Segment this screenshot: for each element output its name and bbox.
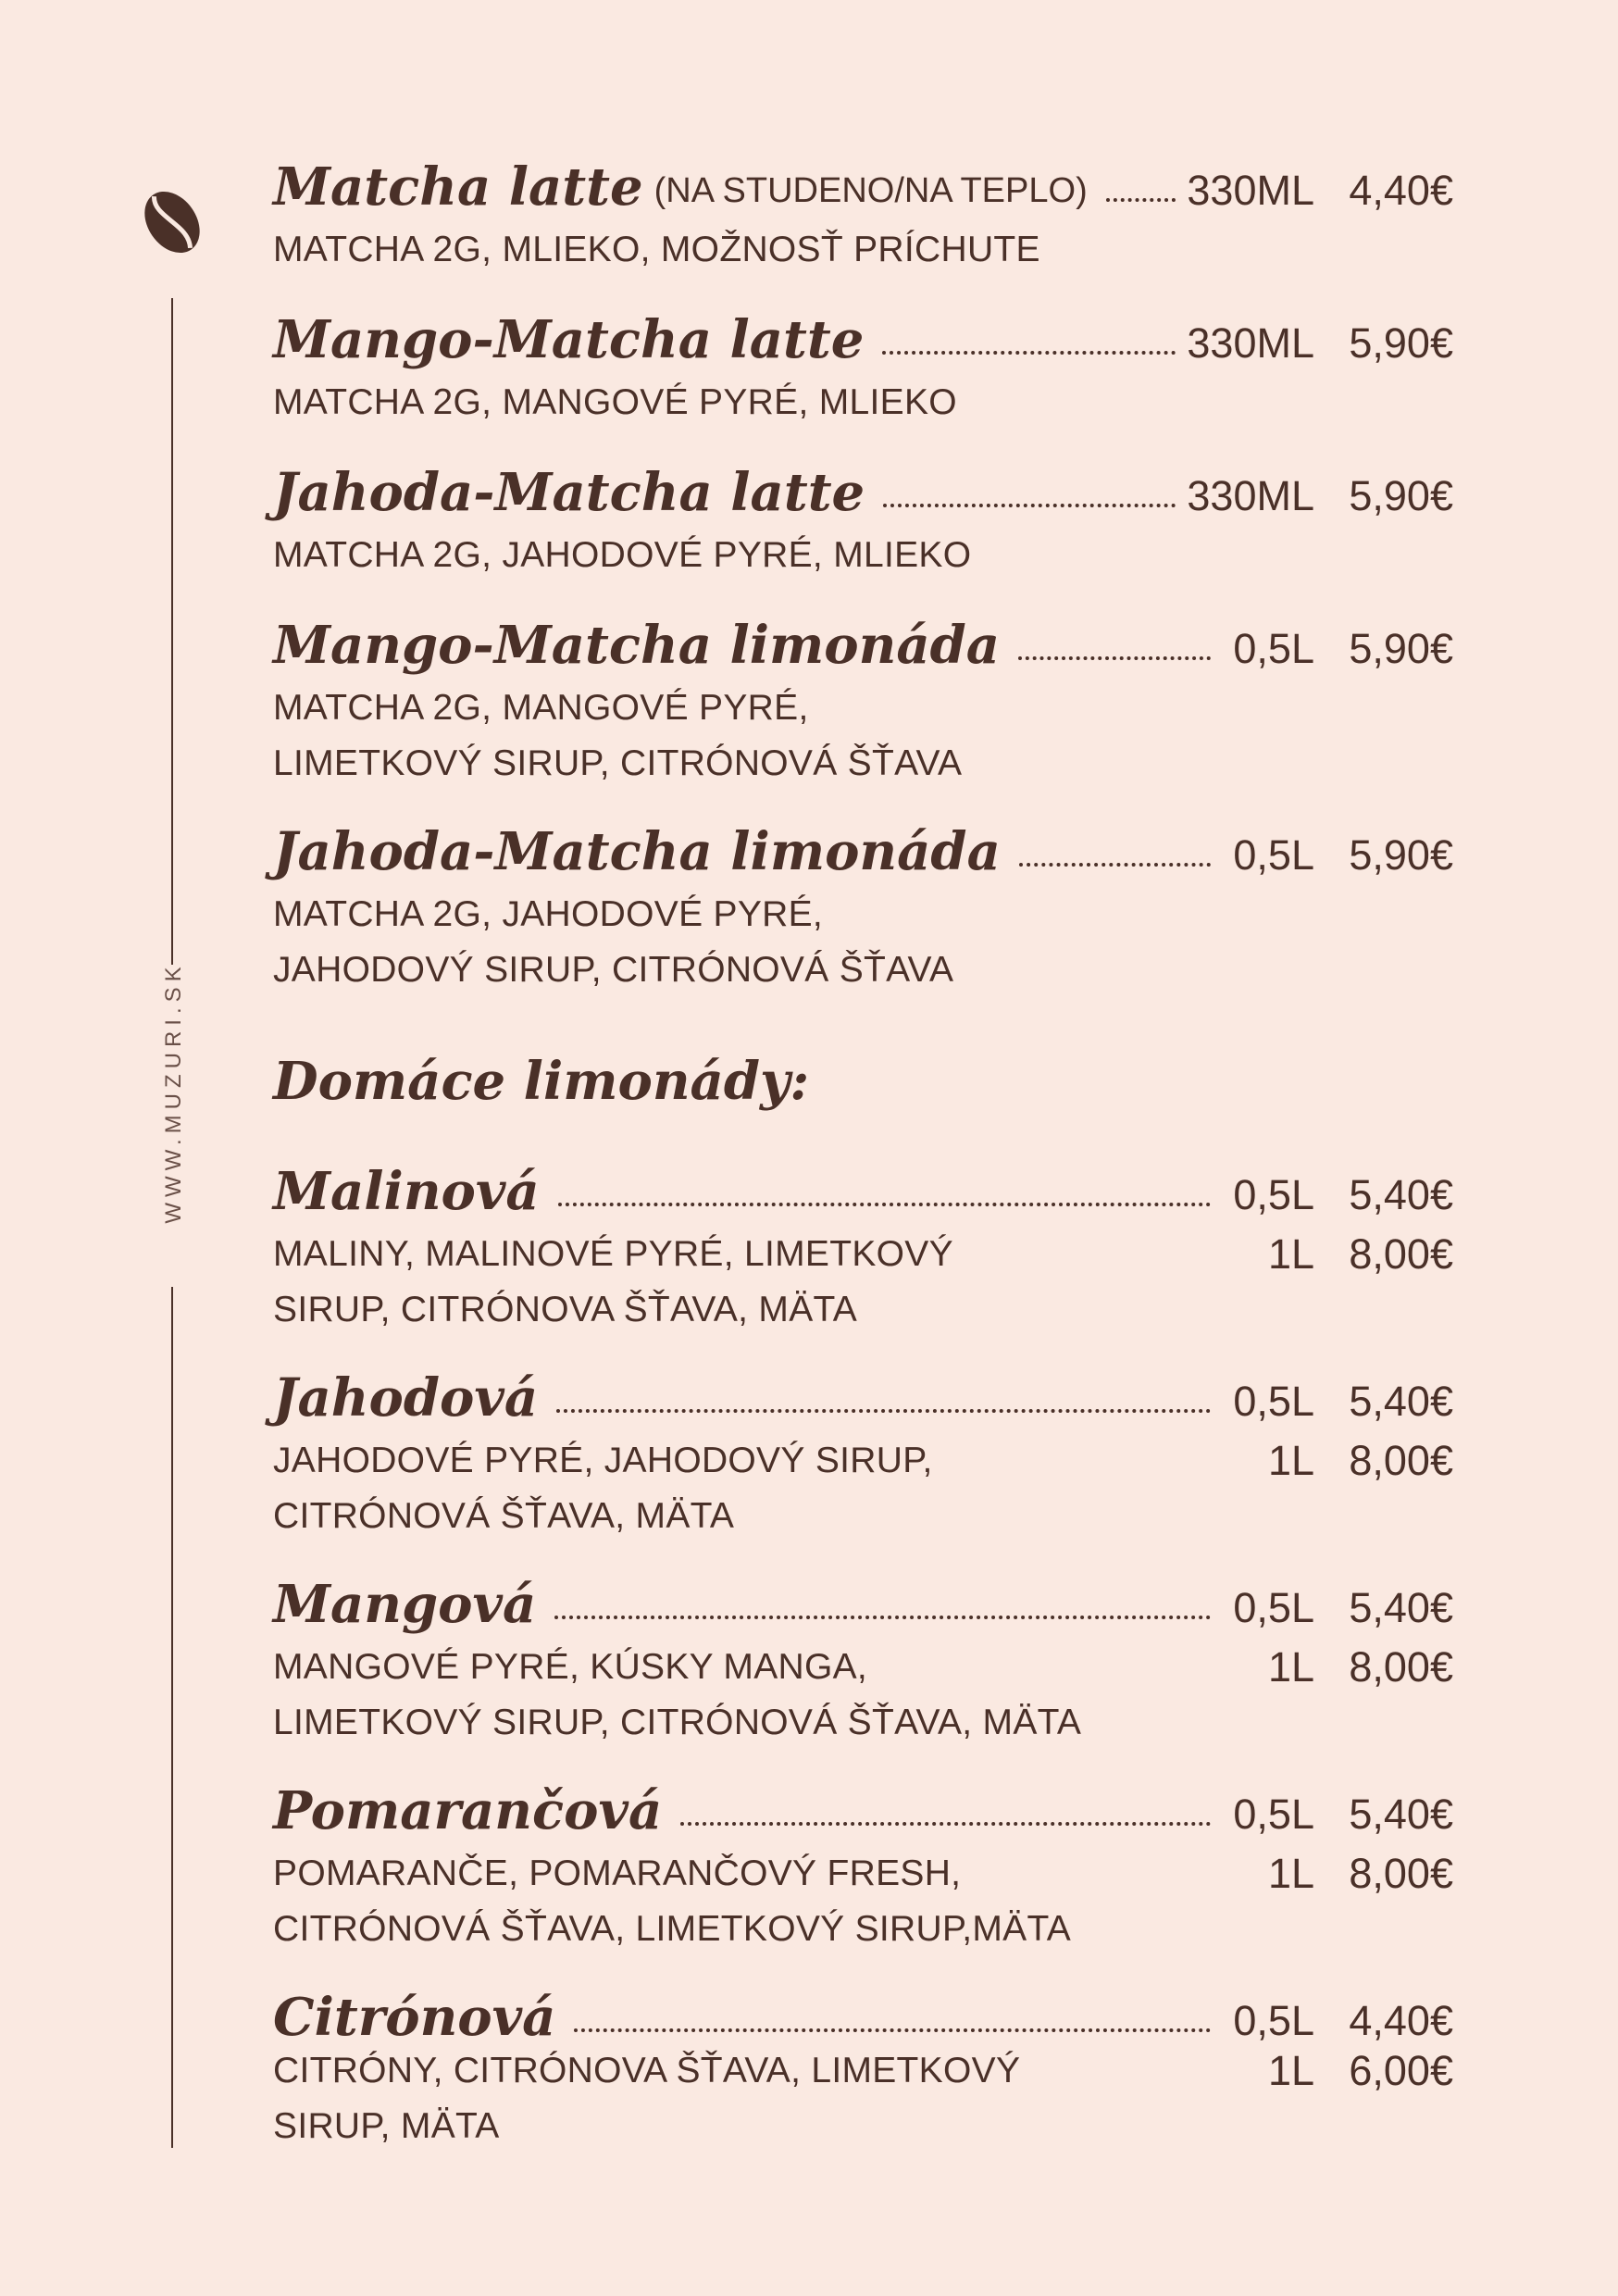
item-note: (NA STUDENO/NA TEPLO)	[653, 171, 1088, 211]
item-name: Citrónová	[273, 1987, 556, 2048]
item-description: MALINY, MALINOVÉ PYRÉ, LIMETKOVÝ	[273, 1234, 953, 1274]
item-price: 5,40€	[1349, 1790, 1453, 1838]
menu-item-citronova	[273, 1969, 1453, 2154]
item-price-large: 8,00€	[1349, 1643, 1453, 1691]
menu-item-jahoda-matcha-limonada	[273, 804, 1453, 998]
leader-dots	[680, 1822, 1211, 1826]
item-price-large: 6,00€	[1349, 2047, 1453, 2094]
menu-item-malinova	[273, 1143, 1453, 1338]
coffee-bean-icon	[139, 185, 205, 259]
item-name: Pomarančová	[273, 1780, 663, 1841]
leader-dots	[558, 1203, 1211, 1206]
item-price: 4,40€	[1349, 1996, 1453, 2044]
item-volume: 0,5L	[1233, 830, 1314, 879]
item-description: SIRUP, MÄTA	[273, 2106, 500, 2146]
item-price: 5,40€	[1349, 1583, 1453, 1631]
menu-item-jahoda-matcha-latte	[273, 444, 1453, 583]
item-description: JAHODOVÝ SIRUP, CITRÓNOVÁ ŠŤAVA	[273, 950, 954, 990]
item-volume-large: 1L	[1267, 2047, 1314, 2094]
leader-dots	[1019, 863, 1211, 867]
item-price: 5,40€	[1349, 1377, 1453, 1425]
item-price: 5,40€	[1349, 1170, 1453, 1218]
item-volume: 0,5L	[1233, 1377, 1314, 1425]
item-description: MATCHA 2G, JAHODOVÉ PYRÉ,	[273, 894, 824, 934]
sidebar-divider-bottom	[171, 1287, 173, 2148]
item-price-large: 8,00€	[1349, 1230, 1453, 1278]
item-description: LIMETKOVÝ SIRUP, CITRÓNOVÁ ŠŤAVA, MÄTA	[273, 1703, 1082, 1742]
item-price: 5,90€	[1349, 624, 1453, 672]
item-price: 4,40€	[1349, 166, 1453, 214]
item-name: Jahodová	[273, 1367, 539, 1429]
item-description: LIMETKOVÝ SIRUP, CITRÓNOVÁ ŠŤAVA	[273, 743, 963, 783]
item-description: MATCHA 2G, MLIEKO, MOŽNOSŤ PRÍCHUTE	[273, 230, 1040, 269]
item-description: MANGOVÉ PYRÉ, KÚSKY MANGA,	[273, 1647, 868, 1687]
item-volume: 330ML	[1187, 471, 1314, 519]
item-description: SIRUP, CITRÓNOVA ŠŤAVA, MÄTA	[273, 1290, 858, 1329]
item-description: POMARANČE, POMARANČOVÝ FRESH,	[273, 1853, 962, 1893]
sidebar-divider-top	[171, 298, 173, 965]
item-description: CITRÓNOVÁ ŠŤAVA, MÄTA	[273, 1496, 735, 1536]
item-volume-large: 1L	[1267, 1437, 1314, 1484]
menu-item-mango-matcha-latte	[273, 292, 1453, 430]
item-volume: 0,5L	[1233, 1790, 1314, 1838]
item-volume: 0,5L	[1233, 624, 1314, 672]
item-description: CITRÓNY, CITRÓNOVA ŠŤAVA, LIMETKOVÝ	[273, 2051, 1021, 2090]
menu-item-mango-matcha-limonada	[273, 597, 1453, 792]
item-description: MATCHA 2G, JAHODOVÉ PYRÉ, MLIEKO	[273, 535, 972, 575]
leader-dots	[574, 2028, 1211, 2032]
menu-item-matcha-latte	[273, 139, 1453, 278]
item-volume-large: 1L	[1267, 1850, 1314, 1897]
item-name: Mango-Matcha limonáda	[273, 615, 1001, 676]
section-heading: Domáce limonády:	[273, 1051, 810, 1112]
leader-dots	[554, 1616, 1211, 1619]
item-volume-large: 1L	[1267, 1230, 1314, 1278]
item-name: Malinová	[273, 1161, 540, 1222]
item-volume: 0,5L	[1233, 1996, 1314, 2044]
website-label: WWW.MUZURI.SK	[161, 961, 186, 1224]
leader-dots	[882, 351, 1176, 355]
menu-item-jahodova	[273, 1350, 1453, 1544]
item-description: MATCHA 2G, MANGOVÉ PYRÉ,	[273, 688, 809, 728]
leader-dots	[556, 1409, 1211, 1413]
item-price-large: 8,00€	[1349, 1850, 1453, 1897]
item-volume: 330ML	[1187, 166, 1314, 214]
item-name: Jahoda-Matcha latte	[273, 462, 865, 523]
leader-dots	[1018, 656, 1211, 660]
item-volume-large: 1L	[1267, 1643, 1314, 1691]
menu-item-mangova	[273, 1556, 1453, 1751]
item-volume: 330ML	[1187, 318, 1314, 367]
item-description: JAHODOVÉ PYRÉ, JAHODOVÝ SIRUP,	[273, 1441, 933, 1480]
item-price: 5,90€	[1349, 471, 1453, 519]
menu-item-pomarancova	[273, 1763, 1453, 1957]
item-volume: 0,5L	[1233, 1583, 1314, 1631]
item-name: Mango-Matcha latte	[273, 309, 865, 370]
item-price: 5,90€	[1349, 318, 1453, 367]
item-volume: 0,5L	[1233, 1170, 1314, 1218]
leader-dots	[883, 504, 1176, 507]
item-description: MATCHA 2G, MANGOVÉ PYRÉ, MLIEKO	[273, 382, 957, 422]
item-price-large: 8,00€	[1349, 1437, 1453, 1484]
item-price: 5,90€	[1349, 830, 1453, 879]
leader-dots	[1106, 198, 1176, 202]
item-name: Mangová	[273, 1574, 537, 1635]
item-name: Matcha latte	[273, 156, 643, 218]
item-description: CITRÓNOVÁ ŠŤAVA, LIMETKOVÝ SIRUP,MÄTA	[273, 1909, 1072, 1949]
item-name: Jahoda-Matcha limonáda	[273, 821, 1001, 882]
